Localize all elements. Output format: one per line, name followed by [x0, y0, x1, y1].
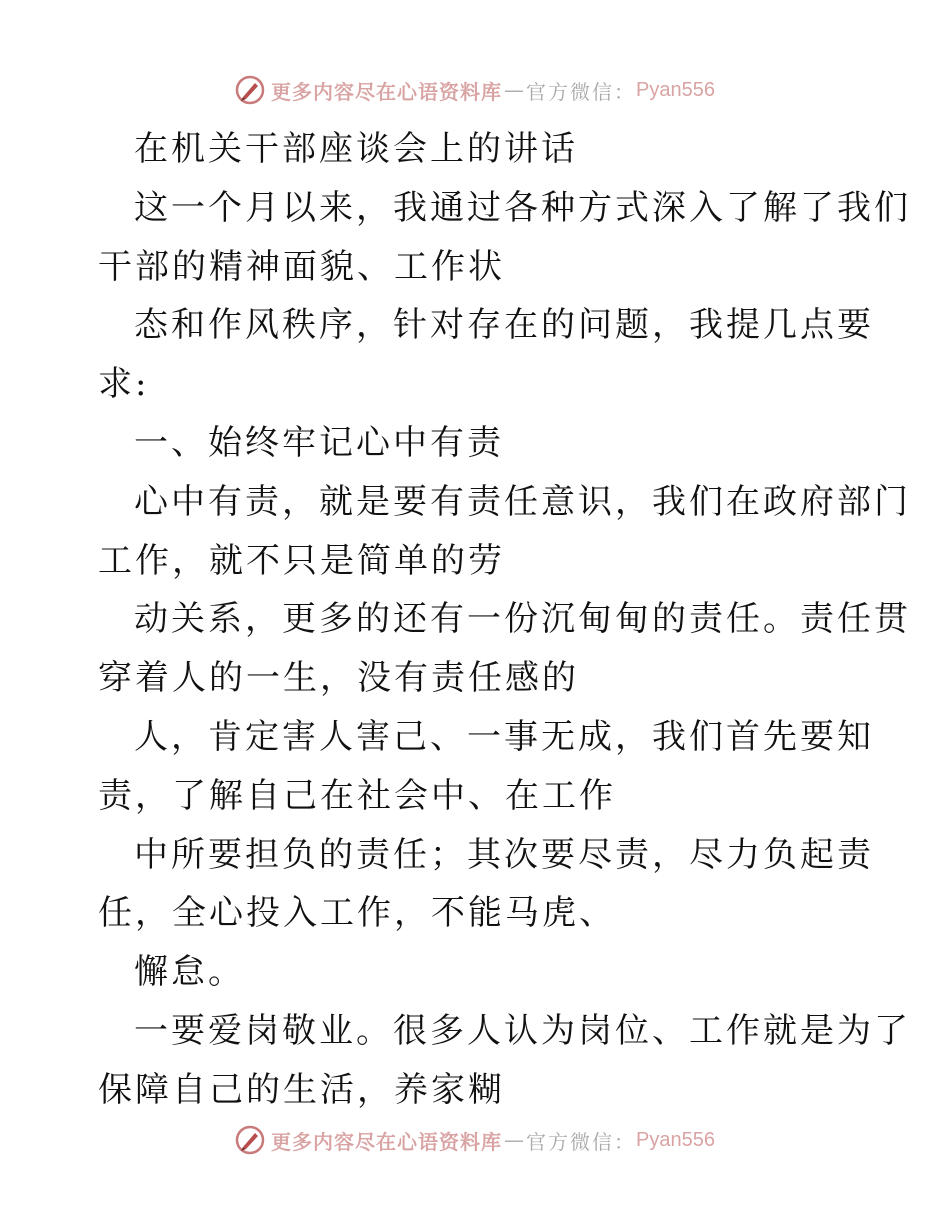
doc-line: 这一个月以来，我通过各种方式深入了解了我们: [134, 187, 911, 228]
doc-line: 求:: [98, 364, 150, 405]
banner-separator: —: [504, 1128, 525, 1152]
doc-line: 穿着人的一生，没有责任感的: [98, 658, 579, 699]
doc-line: 责，了解自己在社会中、在工作: [98, 775, 616, 816]
pen-logo-icon: [235, 1125, 265, 1155]
doc-line: 态和作风秩序，针对存在的问题，我提几点要: [134, 305, 874, 346]
doc-line: 懈怠。: [134, 952, 245, 993]
doc-line: 动关系，更多的还有一份沉甸甸的责任。责任贯: [134, 599, 911, 640]
doc-line: 中所要担负的责任；其次要尽责，尽力负起责: [134, 834, 874, 875]
doc-line: 一要爱岗敬业。很多人认为岗位、工作就是为了: [134, 1010, 911, 1051]
doc-line: 在机关干部座谈会上的讲话: [134, 129, 578, 169]
pen-logo-icon: [235, 75, 265, 105]
doc-line: 干部的精神面貌、工作状: [98, 246, 505, 287]
doc-line: 工作，就不只是简单的劳: [98, 540, 505, 581]
banner-wechat-label: 官方微信：: [526, 79, 637, 104]
doc-line: 一、始终牢记心中有责: [134, 422, 504, 463]
header-banner: [0, 70, 950, 110]
banner-wechat-id: Pyan556: [636, 1128, 715, 1151]
banner-wechat-id: Pyan556: [636, 78, 715, 101]
doc-line: 心中有责，就是要有责任意识，我们在政府部门: [134, 481, 911, 522]
doc-line: 任，全心投入工作，不能马虎、: [98, 893, 616, 934]
doc-line: 人，肯定害人害己、一事无成，我们首先要知: [134, 716, 874, 757]
doc-line: 保障自己的生活，养家糊: [98, 1069, 505, 1110]
banner-source-text: 更多内容尽在心语资料库: [271, 79, 503, 104]
document-body: [98, 120, 911, 1120]
banner-source-text: 更多内容尽在心语资料库: [271, 1129, 503, 1154]
banner-separator: —: [504, 78, 525, 102]
footer-banner: [0, 1120, 950, 1160]
banner-wechat-label: 官方微信：: [526, 1129, 637, 1154]
